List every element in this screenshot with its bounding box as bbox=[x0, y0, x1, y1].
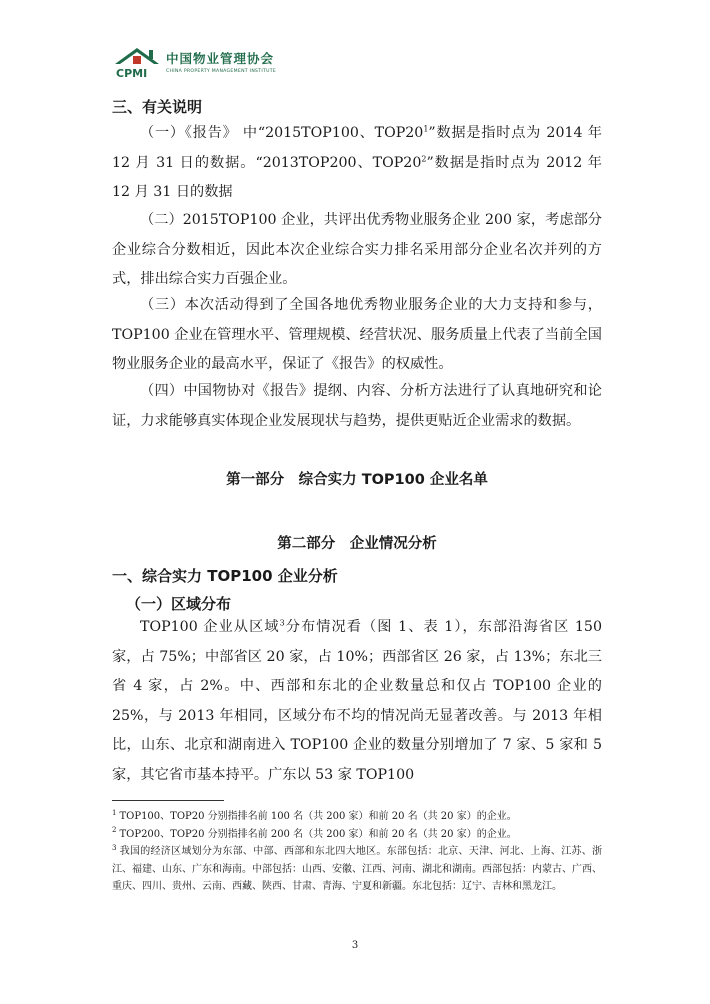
part2-heading-regional: （一）区域分布 bbox=[126, 595, 232, 613]
footnote-ref-1: 1 bbox=[423, 124, 429, 134]
footnote-ref-3: 3 bbox=[279, 618, 285, 628]
notes-paragraph-3: （三）本次活动得到了全国各地优秀物业服务企业的大力支持和参与，TOP100 企业在管理水平、管理规模、经营状况、服务质量上代表了当前全国物业服务企业的最高水平，保证了《报告》的权威性。 bbox=[112, 297, 602, 372]
cpmi-roof-logo-icon bbox=[112, 44, 162, 80]
footnote-2: $^2$ TOP200、TOP20 分别指排名前 200 名（共 200 家）和前 20 名（共 20 家）的企业。 bbox=[112, 826, 517, 840]
org-name-cn: 中国物业管理协会 bbox=[166, 51, 275, 66]
part2-heading-1: 一、综合实力 TOP100 企业分析 bbox=[112, 567, 338, 585]
section-heading-notes: 三、有关说明 bbox=[112, 98, 203, 116]
notes-paragraph-2: （二）2015TOP100 企业，共评出优秀物业服务企业 200 家，考虑部分企业综合分数相近，因此本次企业综合实力排名采用部分企业名次并列的方式，排出综合实力百强企业。 bbox=[112, 212, 602, 287]
notes-paragraph-1: （一）《报告》 中“2015TOP100、$TOP20^1$”数据是指时点为 2014 年 12 月 31 日的数据。“2013TOP200、$TOP20^2$”数据是指时点为 2012 年 12 月 31 日的数据 bbox=[112, 124, 602, 200]
org-name-en: CHINA PROPERTY MANAGEMENT INSTITUTE bbox=[166, 69, 277, 74]
part1-title: 第一部分 综合实力 TOP100 企业名单 bbox=[226, 472, 488, 488]
footnotes bbox=[112, 808, 602, 896]
header-logo bbox=[112, 44, 276, 80]
notes-paragraph-4: （四）中国物协对《报告》提纲、内容、分析方法进行了认真地研究和论证，力求能够真实体现企业发展现状与趋势，提供更贴近企业需求的数据。 bbox=[112, 383, 602, 429]
footnote-divider bbox=[112, 800, 224, 801]
regional-paragraph: TOP100 企业从区域$^3$分布情况看（图 1、表 1），东部沿海省区 150 家，占 75%；中部省区 20 家，占 10%；西部省区 26 家，占 13%；东北三省 4 家，占 2%。中、西部和东北的企业数量总和仅占 TOP100 企业的 25%，与 2013 年相同，区域分布不均的情况尚无显著改善。与 2013 年相比，山东、北京和湖南进入 TOP100 企业的数量分别增加了 7 家、5 家和 5 家，其它省市基本持平。广东以 53 家 TOP100 bbox=[112, 618, 602, 783]
page-number: 3 bbox=[351, 940, 359, 951]
footnote-3: $^3$ 我国的经济区域划分为东部、中部、西部和东北四大地区。东部包括：北京、天津、河北、上海、江苏、浙江、福建、山东、广东和海南。中部包括：山西、安徽、江西、河南、湖北和湖南。西部包括：内蒙古、广西、重庆、四川、贵州、云南、西藏、陕西、甘肃、青海、宁夏和新疆。东北包括：辽宁、吉林和黑龙江。 bbox=[112, 843, 602, 892]
footnote-1: $^1$ TOP100、TOP20 分别指排名前 100 名（共 200 家）和前 20 名（共 20 家）的企业。 bbox=[112, 808, 517, 822]
footnote-ref-2: 2 bbox=[421, 153, 427, 163]
part2-title: 第二部分 企业情况分析 bbox=[277, 536, 437, 552]
logo-abbr: CPMI bbox=[116, 67, 148, 80]
